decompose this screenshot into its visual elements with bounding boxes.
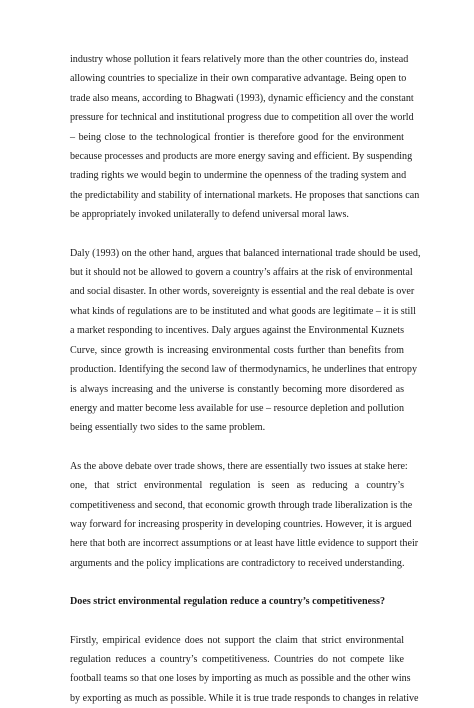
text-line: competitiveness and second, that economic growth through trade liberalization is the (70, 499, 413, 511)
text-line: football teams so that one loses by importing as much as possible and the other wins (70, 673, 411, 685)
text-line: trade also means, according to Bhagwati (1993), dynamic efficiency and the constant (70, 92, 414, 104)
text-line: and social disaster. In other words, sovereignty is essential and the real debate is over (70, 286, 415, 298)
text-line: energy and matter become less available for use – resource depletion and pollution (70, 402, 404, 414)
paragraph-debate (70, 457, 419, 573)
text-line: Firstly, empirical evidence does not support the claim that strict environmental (70, 634, 404, 646)
text-line: being essentially two sides to the same problem. (70, 422, 266, 434)
text-line: a market responding to incentives. Daly argues against the Environmental Kuznets (70, 325, 404, 337)
text-line: allowing countries to specialize in their own comparative advantage. Being open to (70, 73, 407, 85)
text-line: one, that strict environmental regulation is seen as reducing a country’s (70, 480, 404, 492)
text-line: production. Identifying the second law of thermodynamics, he underlines that entropy (70, 364, 418, 376)
text-line: because processes and products are more energy saving and efficient. By suspending (70, 151, 413, 163)
paragraph-spacer (70, 225, 404, 244)
text-line: be appropriately invoked unilaterally to defend universal moral laws. (70, 209, 349, 221)
text-line: Curve, since growth is increasing environmental costs further than benefits from (70, 344, 404, 356)
text-line: As the above debate over trade shows, there are essentially two issues at stake here: (70, 460, 408, 472)
section-heading: Does strict environmental regulation reduce a country’s competitiveness? (70, 596, 386, 608)
paragraph-spacer (70, 573, 404, 592)
text-line: pressure for technical and institutional progress due to competition all over the world (70, 112, 414, 124)
text-line: Daly (1993) on the other hand, argues that balanced international trade should be used, (70, 247, 421, 259)
text-line: trading rights we would begin to undermine the openness of the trading system and (70, 170, 407, 182)
text-line: what kinds of regulations are to be instituted and what goods are legitimate – it is still (70, 305, 416, 317)
text-line: by exporting as much as possible. While it is true trade responds to changes in relative (70, 692, 419, 704)
text-line: arguments and the policy implications are contradictory to received understanding. (70, 557, 405, 569)
paragraph-spacer (70, 612, 404, 631)
paragraph-daly (70, 244, 421, 438)
text-line: industry whose pollution it fears relatively more than the other countries do, instead (70, 54, 409, 65)
paragraph-spacer (70, 438, 404, 457)
text-line: the predictability and stability of international markets. He proposes that sanctions can (70, 189, 420, 201)
text-line: – being close to the technological frontier is therefore good for the environment (70, 131, 404, 143)
paragraph-firstly (70, 631, 419, 708)
text-line: here that both are incorrect assumptions or at least have little evidence to support their (70, 538, 419, 550)
text-line: is always increasing and the universe is constantly becoming more disordered as (70, 383, 404, 395)
text-line: way forward for increasing prosperity in developing countries. However, it is argued (70, 518, 412, 530)
text-line: but it should not be allowed to govern a country’s affairs at the risk of environmental (70, 267, 413, 279)
text-line: regulation reduces a country’s competitiveness. Countries do not compete like (70, 653, 404, 665)
paragraph-bhagwati (70, 50, 420, 225)
